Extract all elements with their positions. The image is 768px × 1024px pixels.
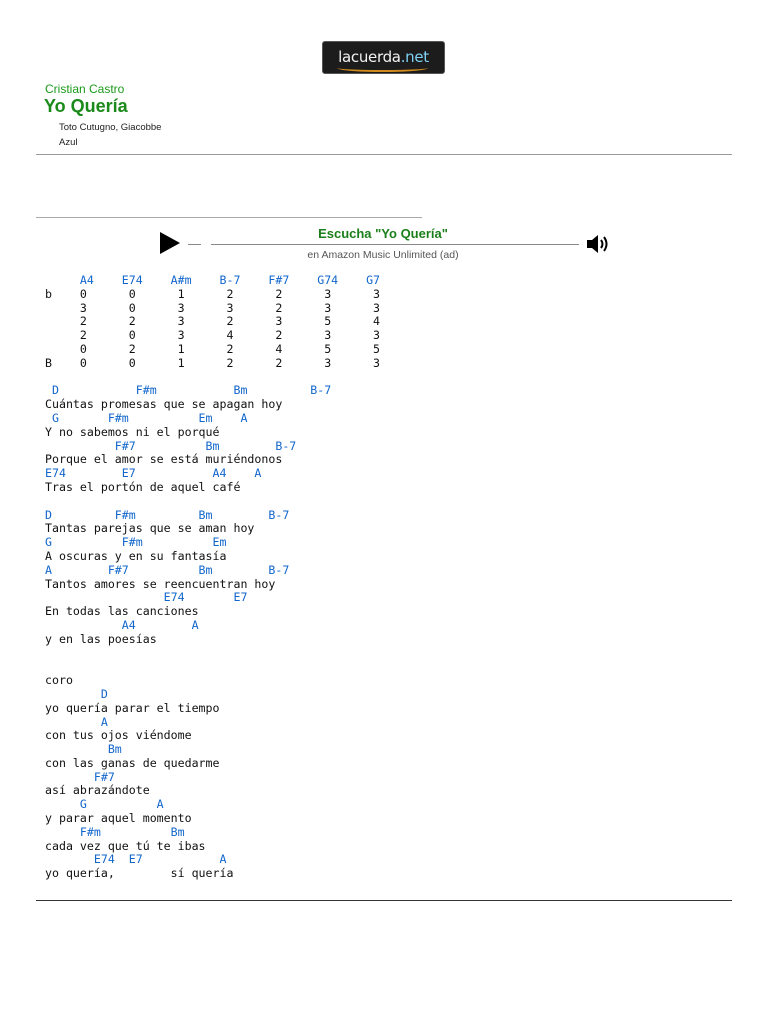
player-title[interactable]: Escucha "Yo Quería" [283,226,483,241]
site-logo[interactable] [322,41,445,74]
chord-line[interactable]: E74 E7 A [45,852,227,867]
lyric-line: En todas las canciones [45,604,199,619]
lyric-line: y parar aquel momento [45,811,192,826]
lyric-line: Y no sabemos ni el porqué [45,424,220,439]
chord-line[interactable]: A4 A [45,617,199,632]
lyric-line: yo quería, sí quería [45,866,234,881]
lyric-line: b 0 0 1 2 2 3 3 [45,286,381,301]
lyric-line: y en las poesías [45,631,157,646]
chord-line[interactable]: D [45,686,108,701]
lyric-line: Tras el portón de aquel café [45,479,241,494]
lyric-line: Porque el amor se está muriéndonos [45,452,283,467]
lyric-line: Tantos amores se reencuentran hoy [45,576,276,591]
chord-line[interactable]: G F#m Em A [45,410,248,425]
lyric-line: 0 2 1 2 4 5 5 [45,341,381,356]
chord-line[interactable]: A [45,714,108,729]
player-progress-line[interactable] [211,244,579,245]
lyric-line: con tus ojos viéndome [45,728,192,743]
player-subtitle: en Amazon Music Unlimited (ad) [307,249,459,261]
chord-line[interactable]: E74 E7 [45,590,248,605]
header-divider [36,154,732,155]
lyric-line: Cuántas promesas que se apagan hoy [45,397,283,412]
chord-line[interactable]: F#7 [45,769,115,784]
lyric-line: cada vez que tú te ibas [45,838,206,853]
logo-domain-text: .net [400,48,429,66]
chord-line[interactable]: A F#7 Bm B-7 [45,562,290,577]
chord-line[interactable]: A4 E74 A#m B-7 F#7 G74 G7 [45,273,381,287]
lyric-line: 3 0 3 3 2 3 3 [45,300,381,315]
song-title: Yo Quería [44,96,128,116]
logo-swirl [337,64,428,72]
lyric-line: 2 2 3 2 3 5 4 [45,314,381,329]
lyric-line: Tantas parejas que se aman hoy [45,521,255,536]
chord-line[interactable]: D F#m Bm B-7 [45,383,332,398]
chord-sheet [45,274,380,881]
footer-divider [36,900,732,901]
play-icon[interactable] [160,232,180,254]
chord-line[interactable]: G F#m Em [45,535,227,550]
lyric-line: B 0 0 1 2 2 3 3 [45,355,381,370]
chord-line[interactable]: F#7 Bm B-7 [45,438,297,453]
artist-link[interactable]: Cristian Castro [45,82,125,96]
lyric-line: así abrazándote [45,783,150,798]
lyric-line: coro [45,673,73,688]
lyric-line: con las ganas de quedarme [45,755,220,770]
lyric-line: 2 0 3 4 2 3 3 [45,328,381,343]
player-dash [188,244,201,245]
chord-line[interactable]: Bm [45,742,122,757]
lyric-line: A oscuras y en su fantasía [45,548,227,563]
volume-icon[interactable] [586,233,612,255]
chord-line[interactable]: G A [45,797,164,812]
player-top-divider [36,217,422,218]
chord-line[interactable]: F#m Bm [45,824,185,839]
chord-line[interactable]: E74 E7 A4 A [45,466,262,481]
album-text: Azul [59,137,78,148]
composers-text: Toto Cutugno, Giacobbe [59,122,162,133]
chord-line[interactable]: D F#m Bm B-7 [45,507,290,522]
logo-text: lacuerda [338,48,401,66]
lyric-line: yo quería parar el tiempo [45,700,220,715]
